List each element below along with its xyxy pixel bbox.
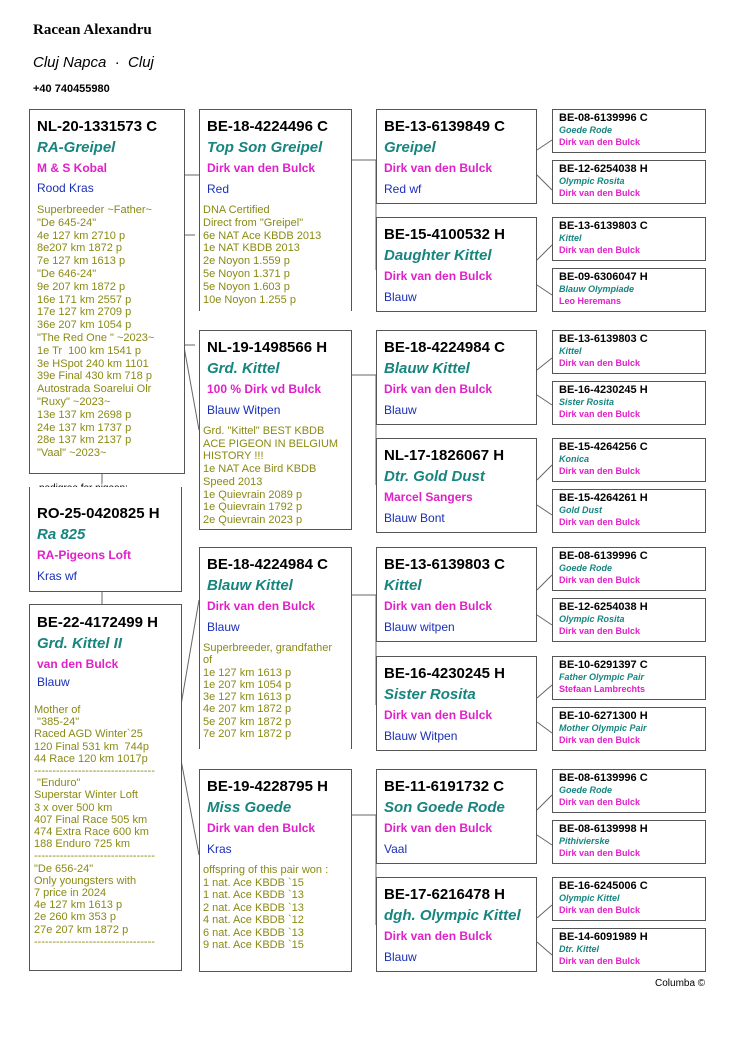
connector-mother [181,600,199,855]
grandparent-notes: Grd. "Kittel" BEST KBDB ACE PIGEON IN BELGIUM HISTORY !!! 1e NAT Ace Bird KBDB Speed 2013 1e Quievrain 2089 p 1e Quievrain 1792 p 2e Quievrain 2023 p [203,425,339,526]
grandparent-notes: offspring of this pair won : 1 nat. Ace KBDB `15 1 nat. Ace KBDB `13 2 nat. Ace KBDB `13 4 nat. Ace KBDB `12 6 nat. Ace KBDB `13 9 nat. Ace KBDB `15 [203,864,329,951]
gg-grandparent-card[interactable] [552,547,706,591]
ggp-ring: BE-15-4100532 H [384,226,505,243]
gggp-ring: BE-13-6139803 C [559,333,648,345]
subject-card[interactable] [29,487,182,592]
great-grandparent-card[interactable] [376,109,537,204]
ggp-breeder: Dirk van den Bulck [384,821,493,835]
father-color: Rood Kras [37,181,94,195]
gg-grandparent-card[interactable] [552,381,706,425]
owner-phone: +40 740455980 [33,83,110,95]
ggp-ring: BE-13-6139849 C [384,118,505,135]
ggp-color: Vaal [384,842,408,856]
subject-color: Kras wf [37,569,78,583]
great-grandparent-card[interactable] [376,656,537,751]
gggp-name: Goede Rode [559,563,613,573]
gggp-ring: BE-14-6091989 H [559,931,648,943]
ggp-name: dgh. Olympic Kittel [384,907,521,924]
mother-name: Grd. Kittel II [37,635,123,652]
gggp-ring: BE-08-6139996 C [559,112,648,124]
gggp-name: Kittel [559,233,582,243]
grandparent-breeder: Dirk van den Bulck [207,599,316,613]
gg-grandparent-card[interactable] [552,820,706,864]
gggp-name: Konica [559,454,590,464]
grandparent-breeder: Dirk van den Bulck [207,821,316,835]
ggp-ring: BE-18-4224984 C [384,339,505,356]
grandparent-name: Miss Goede [207,799,292,816]
gggp-breeder: Dirk van den Bulck [559,905,641,915]
gg-grandparent-card[interactable] [552,877,706,921]
ggp-ring: BE-16-4230245 H [384,665,505,682]
ggp-name: Blauw Kittel [384,360,470,377]
subject-ring: RO-25-0420825 H [37,505,160,522]
mother-breeder: van den Bulck [37,657,119,671]
gggp-name: Olympic Rosita [559,176,625,186]
owner-name: Racean Alexandru [33,22,152,38]
grandparent-ring: BE-18-4224984 C [207,556,328,573]
gggp-breeder: Dirk van den Bulck [559,575,641,585]
ggp-name: Dtr. Gold Dust [384,468,485,485]
gggp-breeder: Dirk van den Bulck [559,188,641,198]
grandparent-color: Blauw Witpen [207,403,281,417]
ggp-name: Sister Rosita [384,686,476,703]
gggp-name: Olympic Rosita [559,614,625,624]
gggp-ring: BE-12-6254038 H [559,163,648,175]
gg-grandparent-card[interactable] [552,330,706,374]
ggp-color: Red wf [384,182,422,196]
ggp-name: Greipel [384,139,436,156]
gggp-breeder: Dirk van den Bulck [559,797,641,807]
mother-ring: BE-22-4172499 H [37,614,158,631]
grandparent-card[interactable] [199,330,352,530]
grandparent-ring: BE-18-4224496 C [207,118,328,135]
gg-grandparent-card[interactable] [552,928,706,972]
gggp-ring: BE-10-6291397 C [559,659,648,671]
gggp-ring: BE-15-4264256 C [559,441,648,453]
grandparent-ring: BE-19-4228795 H [207,778,328,795]
gggp-breeder: Dirk van den Bulck [559,245,641,255]
ggp-breeder: Dirk van den Bulck [384,708,493,722]
grandparent-color: Blauw [207,620,240,634]
gg-grandparent-card[interactable] [552,160,706,204]
father-breeder: M & S Kobal [37,161,108,175]
gggp-name: Father Olympic Pair [559,672,645,682]
gggp-ring: BE-15-4264261 H [559,492,648,504]
ggp-ring: BE-13-6139803 C [384,556,505,573]
gggp-breeder: Dirk van den Bulck [559,517,641,527]
owner-location: Cluj Napca · Cluj [33,54,154,71]
gggp-name: Gold Dust [559,505,602,515]
gggp-breeder: Dirk van den Bulck [559,626,641,636]
grandparent-breeder: Dirk van den Bulck [207,161,316,175]
ggp-color: Blauw Witpen [384,729,458,743]
ggp-color: Blauw [384,290,417,304]
grandparent-card[interactable] [199,769,352,972]
grandparent-color: Kras [207,842,232,856]
ggp-color: Blauw [384,950,417,964]
gg-grandparent-card[interactable] [552,598,706,642]
gggp-ring: BE-09-6306047 H [559,271,648,283]
ggp-breeder: Dirk van den Bulck [384,599,493,613]
gggp-ring: BE-08-6139996 C [559,550,648,562]
subject-breeder: RA-Pigeons Loft [37,548,131,562]
grandparent-notes: Superbreeder, grandfather of 1e 127 km 1613 p 1e 207 km 1054 p 3e 127 km 1613 p 4e 207 km 1872 p 5e 207 km 1872 p 7e 207 km 1872 p [203,642,333,741]
ggp-ring: NL-17-1826067 H [384,447,505,464]
gggp-breeder: Stefaan Lambrechts [559,684,646,694]
father-name: RA-Greipel [37,139,116,156]
gggp-breeder: Dirk van den Bulck [559,466,641,476]
gggp-breeder: Dirk van den Bulck [559,956,641,966]
gggp-name: Olympic Kittel [559,893,620,903]
grandparent-name: Grd. Kittel [207,360,280,377]
great-grandparent-card[interactable] [376,769,537,864]
connector-father [184,235,195,345]
ggp-color: Blauw Bont [384,511,445,525]
gggp-name: Kittel [559,346,582,356]
grandparent-card[interactable] [199,109,352,311]
gggp-ring: BE-13-6139803 C [559,220,648,232]
subject-name: Ra 825 [37,526,86,543]
great-grandparent-card[interactable] [376,877,537,972]
great-grandparent-card[interactable] [376,438,537,533]
gggp-ring: BE-08-6139996 C [559,772,648,784]
ggp-breeder: Dirk van den Bulck [384,382,493,396]
gggp-name: Mother Olympic Pair [559,723,647,733]
gggp-ring: BE-16-6245006 C [559,880,648,892]
copyright: Columba © [655,978,706,989]
gg-grandparent-card[interactable] [552,268,706,312]
ggp-color: Blauw [384,403,417,417]
gggp-breeder: Dirk van den Bulck [559,848,641,858]
ggp-ring: BE-17-6216478 H [384,886,505,903]
grandparent-name: Blauw Kittel [207,577,293,594]
grandparent-breeder: 100 % Dirk vd Bulck [207,382,322,396]
gggp-breeder: Dirk van den Bulck [559,358,641,368]
father-card[interactable] [29,109,185,474]
gg-grandparent-card[interactable] [552,707,706,751]
grandparent-ring: NL-19-1498566 H [207,339,328,356]
gg-grandparent-card[interactable] [552,217,706,261]
mother-card[interactable] [29,604,182,971]
mother-notes: Mother of "385-24" Raced AGD Winter`25 120 Final 531 km 744p 44 Race 120 km 1017p --------------------------------- "Enduro" Superstar Winter Loft 3 x over 500 km 407 Final Race 505 km 474 Extra Race 600 km 188 Enduro 725 km --------------------------------- "De 656-24" Only youngsters with 7 price in 2024 4e 127 km 1613 p 2e 260 km 353 p 27e 207 km 1872 p --------------------------------- [34,704,155,948]
great-grandparent-card[interactable] [376,547,537,642]
gg-grandparent-card[interactable] [552,438,706,482]
gg-grandparent-card[interactable] [552,656,706,700]
gggp-breeder: Leo Heremans [559,296,622,306]
father-ring: NL-20-1331573 C [37,118,158,135]
gg-grandparent-card[interactable] [552,109,706,153]
grandparent-notes: DNA Certified Direct from "Greipel" 6e NAT Ace KBDB 2013 1e NAT KBDB 2013 2e Noyon 1.559 p 5e Noyon 1.371 p 5e Noyon 1.603 p 10e Noyon 1.255 p [203,204,322,306]
gggp-name: Blauw Olympiade [559,284,635,294]
ggp-name: Daughter Kittel [384,247,492,264]
gggp-name: Pithivierske [559,836,610,846]
gggp-ring: BE-16-4230245 H [559,384,648,396]
gg-grandparent-card[interactable] [552,489,706,533]
gggp-ring: BE-10-6271300 H [559,710,648,722]
gg-grandparent-card[interactable] [552,769,706,813]
ggp-name: Kittel [384,577,422,594]
gggp-ring: BE-12-6254038 H [559,601,648,613]
connector-gp2 [352,375,376,485]
mother-color: Blauw [37,675,70,689]
gggp-ring: BE-08-6139998 H [559,823,648,835]
ggp-ring: BE-11-6191732 C [384,778,505,795]
great-grandparent-card[interactable] [376,217,537,312]
connector-gp3 [352,595,376,705]
gggp-name: Goede Rode [559,125,613,135]
gggp-breeder: Dirk van den Bulck [559,735,641,745]
gggp-name: Dtr. Kittel [559,944,600,954]
grandparent-name: Top Son Greipel [207,139,323,156]
gggp-breeder: Dirk van den Bulck [559,137,641,147]
connector-ggp [537,140,552,955]
gggp-name: Goede Rode [559,785,613,795]
ggp-color: Blauw witpen [384,620,455,634]
ggp-breeder: Marcel Sangers [384,490,473,504]
gggp-breeder: Dirk van den Bulck [559,409,641,419]
gggp-name: Sister Rosita [559,397,615,407]
connector-gp1 [352,160,376,270]
great-grandparent-card[interactable] [376,330,537,425]
ggp-breeder: Dirk van den Bulck [384,161,493,175]
grandparent-card[interactable] [199,547,352,749]
ggp-name: Son Goede Rode [384,799,505,816]
ggp-breeder: Dirk van den Bulck [384,929,493,943]
ggp-breeder: Dirk van den Bulck [384,269,493,283]
connector-gp4 [352,815,376,925]
grandparent-color: Red [207,182,230,196]
father-notes: Superbreeder ~Father~ "De 645-24" 4e 127 km 2710 p 8e207 km 1872 p 7e 127 km 1613 p "De 646-24" 9e 207 km 1872 p 16e 171 km 2557 p 17e 127 km 2709 p 36e 207 km 1054 p "The Red One " ~2023~ 1e Tr 100 km 1541 p 3e HSpot 240 km 1101 39e Final 430 km 718 p Autostrada Soarelui Olr "Ruxy" ~2023~ 13e 137 km 2698 p 24e 137 km 1737 p 28e 137 km 2137 p "Vaal" ~2023~ [37,204,155,460]
